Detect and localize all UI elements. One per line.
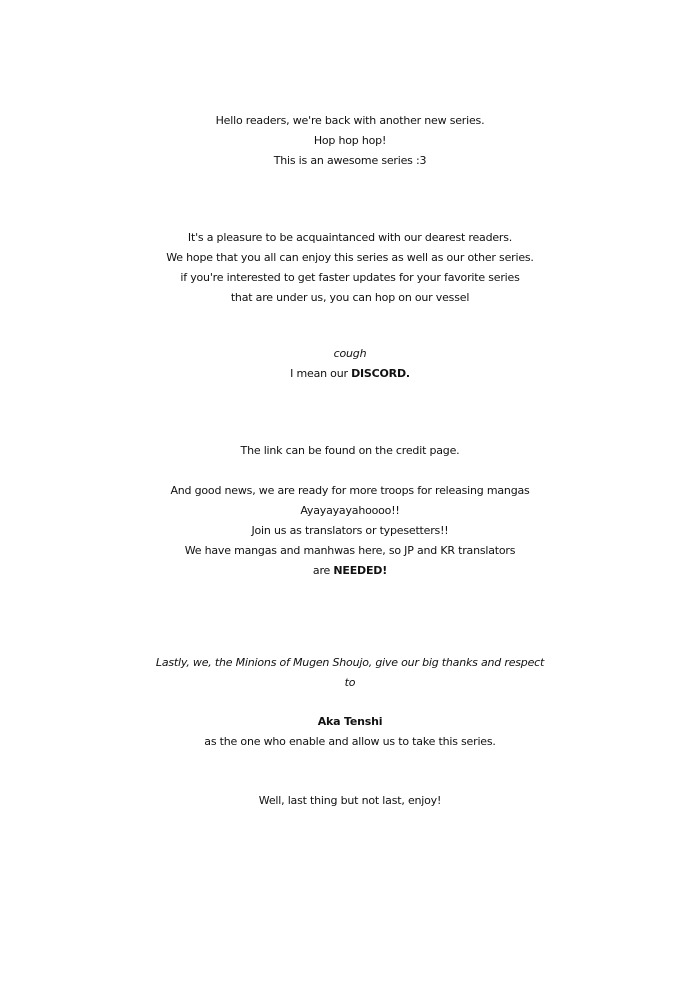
credit-paragraph bbox=[0, 712, 700, 752]
enjoy-line: Well, last thing but not last, enjoy! bbox=[258, 794, 442, 807]
intro-line-3: This is an awesome series :3 bbox=[273, 154, 427, 167]
enjoy-paragraph bbox=[0, 791, 700, 811]
discord-word: DISCORD. bbox=[351, 367, 410, 380]
intro-paragraph bbox=[0, 111, 700, 171]
needed-word: NEEDED! bbox=[333, 564, 388, 577]
pleasure-line-2: We hope that you all can enjoy this series as well as our other series. bbox=[166, 251, 534, 264]
pleasure-paragraph bbox=[0, 228, 700, 308]
pleasure-line-4: that are under us, you can hop on our vessel bbox=[230, 291, 470, 304]
news-line-1: And good news, we are ready for more troops for releasing mangas bbox=[170, 484, 530, 497]
news-line-3: Join us as translators or typesetters!! bbox=[251, 524, 449, 537]
cough-word: cough bbox=[333, 347, 367, 360]
news-line-5 bbox=[0, 561, 700, 581]
discord-line-prefix: I mean our bbox=[290, 367, 352, 380]
news-paragraph bbox=[0, 481, 700, 581]
link-paragraph bbox=[0, 441, 700, 461]
link-line: The link can be found on the credit page. bbox=[240, 444, 460, 457]
news-line-4: We have mangas and manhwas here, so JP and KR translators bbox=[184, 544, 516, 557]
discord-line bbox=[0, 364, 700, 384]
intro-line-1: Hello readers, we're back with another new series. bbox=[215, 114, 485, 127]
thanks-paragraph bbox=[0, 653, 700, 693]
thanks-line-1: Lastly, we, the Minions of Mugen Shoujo, give our big thanks and respect bbox=[155, 656, 545, 669]
news-line-5-prefix: are bbox=[312, 564, 334, 577]
pleasure-line-1: It's a pleasure to be acquaintanced with our dearest readers. bbox=[187, 231, 513, 244]
news-line-2: Ayayayayahoooo!! bbox=[300, 504, 400, 517]
intro-line-2: Hop hop hop! bbox=[313, 134, 387, 147]
thanks-line-2: to bbox=[344, 676, 356, 689]
credit-line-2: as the one who enable and allow us to take this series. bbox=[204, 735, 496, 748]
cough-paragraph bbox=[0, 344, 700, 384]
pleasure-line-3: if you're interested to get faster updates for your favorite series bbox=[180, 271, 520, 284]
credited-name: Aka Tenshi bbox=[317, 715, 383, 728]
